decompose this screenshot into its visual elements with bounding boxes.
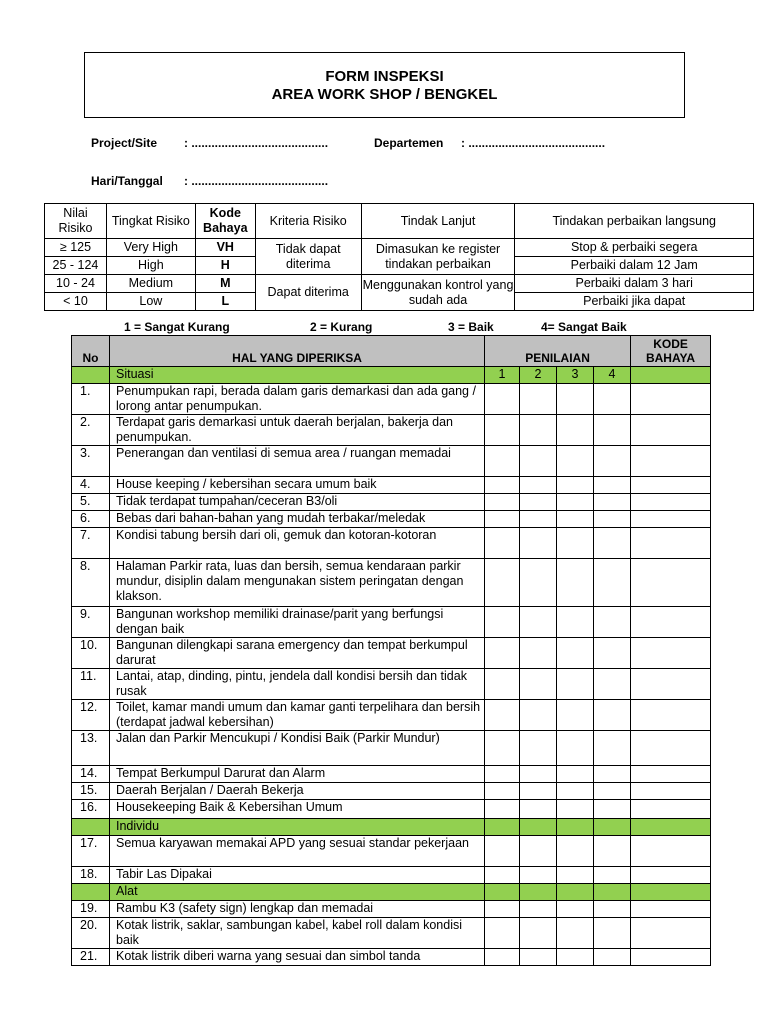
date-field[interactable]: : ......................................... — [184, 174, 329, 188]
kode-bahaya-cell[interactable] — [631, 918, 711, 949]
score-2-cell[interactable] — [520, 494, 557, 511]
score-2-cell[interactable] — [520, 511, 557, 528]
risk-header-cell: Kriteria Risiko — [255, 204, 361, 239]
score-3-cell[interactable] — [557, 949, 594, 966]
kode-bahaya-cell[interactable] — [631, 836, 711, 867]
form-title-box — [84, 52, 685, 118]
risk-action: Perbaiki dalam 3 hari — [515, 275, 754, 293]
score-label: 2 — [520, 367, 557, 384]
section-kode-cell — [631, 367, 711, 384]
risk-code: H — [195, 257, 255, 275]
header-penilaian: PENILAIAN — [485, 336, 631, 367]
checklist-row — [72, 800, 711, 819]
score-4-cell[interactable] — [594, 415, 631, 446]
item-description: Tidak terdapat tumpahan/ceceran B3/oli — [110, 494, 485, 511]
score-cell — [594, 884, 631, 901]
item-number: 1. — [72, 384, 110, 415]
score-2-cell[interactable] — [520, 918, 557, 949]
score-2-cell[interactable] — [520, 415, 557, 446]
score-2-cell[interactable] — [520, 477, 557, 494]
score-1-cell[interactable] — [485, 511, 520, 528]
section-kode-cell — [631, 819, 711, 836]
risk-header-row — [45, 204, 754, 239]
checklist-row — [72, 901, 711, 918]
score-3-cell[interactable] — [557, 901, 594, 918]
score-4-cell[interactable] — [594, 446, 631, 477]
score-2-cell[interactable] — [520, 700, 557, 731]
risk-header-cell: Kode Bahaya — [195, 204, 255, 239]
score-4-cell[interactable] — [594, 836, 631, 867]
kode-bahaya-cell[interactable] — [631, 528, 711, 559]
score-1-cell[interactable] — [485, 528, 520, 559]
score-2-cell[interactable] — [520, 638, 557, 669]
score-1-cell[interactable] — [485, 836, 520, 867]
checklist-row — [72, 836, 711, 867]
score-4-cell[interactable] — [594, 669, 631, 700]
risk-code: VH — [195, 239, 255, 257]
score-2-cell[interactable] — [520, 901, 557, 918]
risk-followup: Menggunakan kontrol yang sudah ada — [361, 275, 515, 311]
kode-bahaya-cell[interactable] — [631, 384, 711, 415]
item-description: Jalan dan Parkir Mencukupi / Kondisi Baik (Parkir Mundur) — [110, 731, 485, 766]
risk-code: M — [195, 275, 255, 293]
checklist-row — [72, 384, 711, 415]
score-cell — [520, 819, 557, 836]
score-cell — [557, 884, 594, 901]
score-2-cell[interactable] — [520, 949, 557, 966]
score-2-cell[interactable] — [520, 766, 557, 783]
checklist-row — [72, 511, 711, 528]
score-3-cell[interactable] — [557, 783, 594, 800]
risk-row — [45, 275, 754, 293]
score-label: 4 — [594, 367, 631, 384]
score-4-cell[interactable] — [594, 783, 631, 800]
score-label: 3 — [557, 367, 594, 384]
item-description: House keeping / kebersihan secara umum baik — [110, 477, 485, 494]
score-1-cell[interactable] — [485, 477, 520, 494]
header-kode-bahaya: KODE BAHAYA — [631, 336, 711, 367]
score-4-cell[interactable] — [594, 949, 631, 966]
legend-item: 2 = Kurang — [310, 320, 373, 334]
score-4-cell[interactable] — [594, 867, 631, 884]
item-description: Tempat Berkumpul Darurat dan Alarm — [110, 766, 485, 783]
risk-matrix-table — [44, 203, 754, 311]
item-number: 2. — [72, 415, 110, 446]
score-3-cell[interactable] — [557, 700, 594, 731]
checklist-row — [72, 415, 711, 446]
inspection-checklist-table — [71, 335, 711, 966]
risk-criteria: Dapat diterima — [255, 275, 361, 311]
score-2-cell[interactable] — [520, 836, 557, 867]
item-description: Semua karyawan memakai APD yang sesuai standar pekerjaan — [110, 836, 485, 867]
item-number: 5. — [72, 494, 110, 511]
score-1-cell[interactable] — [485, 783, 520, 800]
score-1-cell[interactable] — [485, 607, 520, 638]
score-4-cell[interactable] — [594, 731, 631, 766]
item-number: 17. — [72, 836, 110, 867]
score-2-cell[interactable] — [520, 446, 557, 477]
risk-level: Very High — [106, 239, 195, 257]
score-1-cell[interactable] — [485, 731, 520, 766]
score-label: 1 — [485, 367, 520, 384]
item-description: Lantai, atap, dinding, pintu, jendela dall kondisi bersih dan tidak rusak — [110, 669, 485, 700]
score-4-cell[interactable] — [594, 511, 631, 528]
risk-level: Medium — [106, 275, 195, 293]
section-row — [72, 367, 711, 384]
kode-bahaya-cell[interactable] — [631, 494, 711, 511]
item-description: Halaman Parkir rata, luas dan bersih, semua kendaraan parkir mundur, disiplin dalam mengunakan sistem peringatan dengan klakson. — [110, 559, 485, 607]
checklist-row — [72, 477, 711, 494]
risk-header-cell: Tindakan perbaikan langsung — [515, 204, 754, 239]
score-3-cell[interactable] — [557, 836, 594, 867]
section-no-cell — [72, 884, 110, 901]
item-number: 15. — [72, 783, 110, 800]
score-2-cell[interactable] — [520, 528, 557, 559]
item-number: 4. — [72, 477, 110, 494]
risk-value: 25 - 124 — [45, 257, 107, 275]
score-1-cell[interactable] — [485, 800, 520, 819]
score-2-cell[interactable] — [520, 669, 557, 700]
score-4-cell[interactable] — [594, 638, 631, 669]
section-row — [72, 819, 711, 836]
score-2-cell[interactable] — [520, 384, 557, 415]
score-cell — [485, 884, 520, 901]
item-number: 18. — [72, 867, 110, 884]
score-1-cell[interactable] — [485, 384, 520, 415]
checklist-row — [72, 783, 711, 800]
score-1-cell[interactable] — [485, 446, 520, 477]
item-number: 10. — [72, 638, 110, 669]
kode-bahaya-cell[interactable] — [631, 800, 711, 819]
score-4-cell[interactable] — [594, 494, 631, 511]
score-cell — [485, 819, 520, 836]
project-label: Project/Site — [91, 136, 158, 150]
score-3-cell[interactable] — [557, 669, 594, 700]
header-no: No — [72, 336, 110, 367]
item-description: Toilet, kamar mandi umum dan kamar ganti terpelihara dan bersih (terdapat jadwal kebersihan) — [110, 700, 485, 731]
kode-bahaya-cell[interactable] — [631, 949, 711, 966]
item-number: 8. — [72, 559, 110, 607]
score-2-cell[interactable] — [520, 867, 557, 884]
item-description: Kotak listrik diberi warna yang sesuai dan simbol tanda — [110, 949, 485, 966]
score-1-cell[interactable] — [485, 867, 520, 884]
checklist-row — [72, 867, 711, 884]
item-number: 14. — [72, 766, 110, 783]
risk-value: 10 - 24 — [45, 275, 107, 293]
risk-code: L — [195, 293, 255, 311]
item-description: Penerangan dan ventilasi di semua area / ruangan memadai — [110, 446, 485, 477]
department-field[interactable]: : ......................................... — [461, 136, 606, 150]
score-3-cell[interactable] — [557, 415, 594, 446]
kode-bahaya-cell[interactable] — [631, 867, 711, 884]
kode-bahaya-cell[interactable] — [631, 669, 711, 700]
score-3-cell[interactable] — [557, 511, 594, 528]
checklist-row — [72, 700, 711, 731]
date-label: Hari/Tanggal — [91, 174, 163, 188]
score-1-cell[interactable] — [485, 494, 520, 511]
kode-bahaya-cell[interactable] — [631, 446, 711, 477]
department-label: Departemen — [374, 136, 444, 150]
kode-bahaya-cell[interactable] — [631, 638, 711, 669]
item-description: Bangunan dilengkapi sarana emergency dan tempat berkumpul darurat — [110, 638, 485, 669]
score-4-cell[interactable] — [594, 384, 631, 415]
score-2-cell[interactable] — [520, 800, 557, 819]
checklist-row — [72, 446, 711, 477]
risk-action: Perbaiki dalam 12 Jam — [515, 257, 754, 275]
score-4-cell[interactable] — [594, 800, 631, 819]
item-number: 9. — [72, 607, 110, 638]
item-description: Bebas dari bahan-bahan yang mudah terbakar/meledak — [110, 511, 485, 528]
score-3-cell[interactable] — [557, 918, 594, 949]
risk-header-cell: Tingkat Risiko — [106, 204, 195, 239]
kode-bahaya-cell[interactable] — [631, 559, 711, 607]
risk-criteria: Tidak dapat diterima — [255, 239, 361, 275]
score-1-cell[interactable] — [485, 559, 520, 607]
kode-bahaya-cell[interactable] — [631, 901, 711, 918]
project-field[interactable]: : ......................................... — [184, 136, 329, 150]
checklist-row — [72, 918, 711, 949]
risk-row — [45, 239, 754, 257]
score-cell — [594, 819, 631, 836]
item-number: 19. — [72, 901, 110, 918]
legend-item: 4= Sangat Baik — [541, 320, 627, 334]
item-number: 7. — [72, 528, 110, 559]
score-cell — [520, 884, 557, 901]
risk-value: < 10 — [45, 293, 107, 311]
kode-bahaya-cell[interactable] — [631, 511, 711, 528]
score-2-cell[interactable] — [520, 607, 557, 638]
checklist-row — [72, 638, 711, 669]
form-title: FORM INSPEKSI — [325, 68, 444, 85]
checklist-row — [72, 559, 711, 607]
section-no-cell — [72, 367, 110, 384]
score-3-cell[interactable] — [557, 731, 594, 766]
score-3-cell[interactable] — [557, 494, 594, 511]
score-1-cell[interactable] — [485, 949, 520, 966]
item-description: Terdapat garis demarkasi untuk daerah berjalan, bakerja dan penumpukan. — [110, 415, 485, 446]
score-4-cell[interactable] — [594, 766, 631, 783]
checklist-row — [72, 528, 711, 559]
score-2-cell[interactable] — [520, 731, 557, 766]
section-title: Alat — [110, 884, 485, 901]
item-number: 3. — [72, 446, 110, 477]
score-3-cell[interactable] — [557, 867, 594, 884]
form-subtitle: AREA WORK SHOP / BENGKEL — [271, 86, 498, 103]
item-number: 13. — [72, 731, 110, 766]
score-4-cell[interactable] — [594, 700, 631, 731]
checklist-row — [72, 607, 711, 638]
item-number: 21. — [72, 949, 110, 966]
section-no-cell — [72, 819, 110, 836]
item-description: Rambu K3 (safety sign) lengkap dan memadai — [110, 901, 485, 918]
header-item: HAL YANG DIPERIKSA — [110, 336, 485, 367]
score-1-cell[interactable] — [485, 638, 520, 669]
legend-item: 3 = Baik — [448, 320, 494, 334]
score-2-cell[interactable] — [520, 559, 557, 607]
risk-level: High — [106, 257, 195, 275]
kode-bahaya-cell[interactable] — [631, 415, 711, 446]
legend-item: 1 = Sangat Kurang — [124, 320, 230, 334]
score-4-cell[interactable] — [594, 918, 631, 949]
score-3-cell[interactable] — [557, 559, 594, 607]
score-cell — [557, 819, 594, 836]
score-1-cell[interactable] — [485, 766, 520, 783]
kode-bahaya-cell[interactable] — [631, 607, 711, 638]
score-4-cell[interactable] — [594, 607, 631, 638]
risk-action: Perbaiki jika dapat — [515, 293, 754, 311]
kode-bahaya-cell[interactable] — [631, 700, 711, 731]
score-3-cell[interactable] — [557, 607, 594, 638]
risk-level: Low — [106, 293, 195, 311]
kode-bahaya-cell[interactable] — [631, 477, 711, 494]
checklist-header-row — [72, 336, 711, 367]
score-3-cell[interactable] — [557, 638, 594, 669]
item-number: 20. — [72, 918, 110, 949]
item-description: Tabir Las Dipakai — [110, 867, 485, 884]
checklist-row — [72, 766, 711, 783]
item-number: 6. — [72, 511, 110, 528]
section-title: Situasi — [110, 367, 485, 384]
checklist-row — [72, 494, 711, 511]
checklist-row — [72, 949, 711, 966]
score-3-cell[interactable] — [557, 528, 594, 559]
score-3-cell[interactable] — [557, 800, 594, 819]
score-3-cell[interactable] — [557, 446, 594, 477]
item-number: 11. — [72, 669, 110, 700]
score-1-cell[interactable] — [485, 415, 520, 446]
score-3-cell[interactable] — [557, 766, 594, 783]
kode-bahaya-cell[interactable] — [631, 783, 711, 800]
score-3-cell[interactable] — [557, 477, 594, 494]
item-description: Daerah Berjalan / Daerah Bekerja — [110, 783, 485, 800]
item-description: Kotak listrik, saklar, sambungan kabel, kabel roll dalam kondisi baik — [110, 918, 485, 949]
section-kode-cell — [631, 884, 711, 901]
score-4-cell[interactable] — [594, 528, 631, 559]
risk-value: ≥ 125 — [45, 239, 107, 257]
checklist-row — [72, 669, 711, 700]
checklist-row — [72, 731, 711, 766]
item-description: Bangunan workshop memiliki drainase/parit yang berfungsi dengan baik — [110, 607, 485, 638]
item-number: 12. — [72, 700, 110, 731]
kode-bahaya-cell[interactable] — [631, 731, 711, 766]
score-2-cell[interactable] — [520, 783, 557, 800]
risk-followup: Dimasukan ke register tindakan perbaikan — [361, 239, 515, 275]
item-number: 16. — [72, 800, 110, 819]
risk-header-cell: Nilai Risiko — [45, 204, 107, 239]
item-description: Penumpukan rapi, berada dalam garis demarkasi dan ada gang / lorong antar penumpukan. — [110, 384, 485, 415]
score-4-cell[interactable] — [594, 477, 631, 494]
section-title: Individu — [110, 819, 485, 836]
risk-action: Stop & perbaiki segera — [515, 239, 754, 257]
section-row — [72, 884, 711, 901]
score-1-cell[interactable] — [485, 700, 520, 731]
item-description: Kondisi tabung bersih dari oli, gemuk dan kotoran-kotoran — [110, 528, 485, 559]
score-1-cell[interactable] — [485, 901, 520, 918]
score-4-cell[interactable] — [594, 559, 631, 607]
score-4-cell[interactable] — [594, 901, 631, 918]
risk-header-cell: Tindak Lanjut — [361, 204, 515, 239]
score-1-cell[interactable] — [485, 918, 520, 949]
kode-bahaya-cell[interactable] — [631, 766, 711, 783]
score-3-cell[interactable] — [557, 384, 594, 415]
score-1-cell[interactable] — [485, 669, 520, 700]
item-description: Housekeeping Baik & Kebersihan Umum — [110, 800, 485, 819]
